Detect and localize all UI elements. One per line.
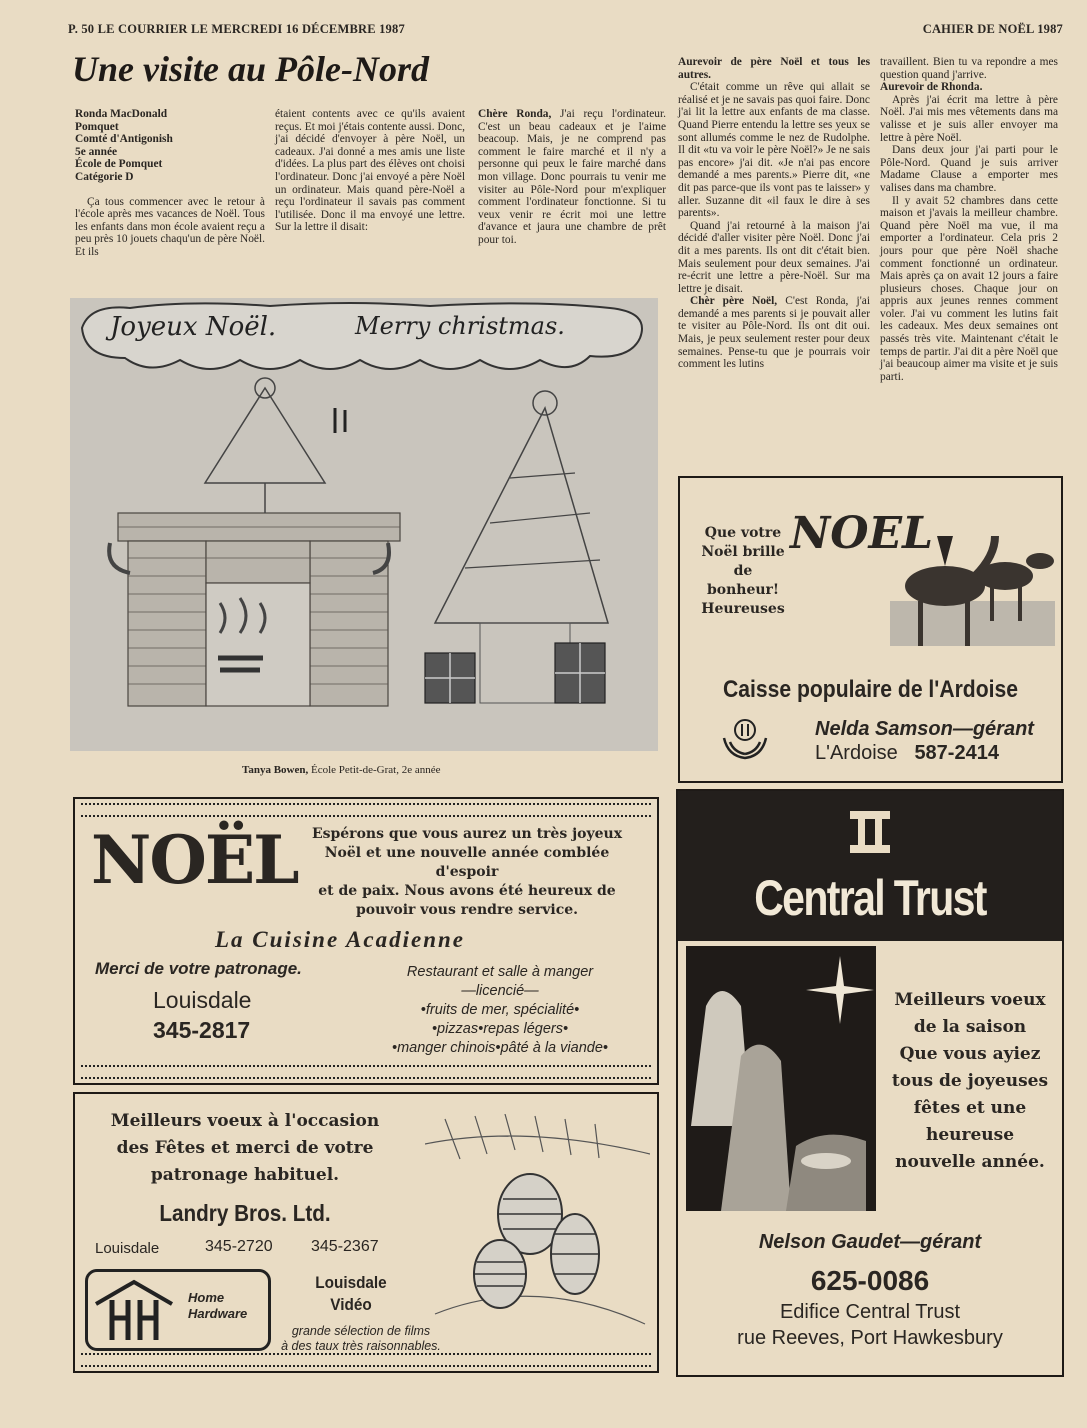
video-desc-line: à des taux très raisonnables. [281, 1339, 441, 1353]
greeting-line: Que vous ayiez [899, 1044, 1041, 1064]
greeting-line: des Fêtes et merci de votre [116, 1138, 374, 1158]
byline [75, 108, 265, 184]
byline-line: Catégorie D [75, 170, 134, 183]
greeting-line: de [733, 563, 753, 579]
video-store-name [293, 1272, 408, 1316]
letter-text: J'ai reçu l'ordinateur. C'est un beau cadeaux et je l'aime beacoup. Mais, je ne comprend pas comment le faire marché et il n'y a personne qui peux le faire marché dans mon village. Donc pourrais tu venir me visiter au Pôle-Nord pour m'expliquer comment l'ordinateur fonctionne. Si tu veux venir re écrit moi une lettre d'avance et jaura une chambre de prêt pour toi. [478, 108, 666, 246]
page-header-left: P. 50 LE COURRIER LE MERCREDI 16 DÉCEMBRE 1987 [68, 22, 405, 36]
ad-manager: Nelda Samson—gérant [815, 718, 1034, 740]
article-column-4 [678, 56, 870, 371]
ad-central-trust [676, 789, 1064, 1377]
greeting-line: bonheur! [706, 582, 780, 598]
greeting-line: de la saison [913, 1017, 1027, 1037]
paragraph: Dans deux jour j'ai parti pour le Pôle-Nord. Quand je suis arriver Madame Clause a emporter mes valises dans ma chambre. [880, 144, 1058, 194]
article-column-2 [275, 108, 465, 234]
child-drawing [70, 298, 658, 751]
byline-line: Ronda MacDonald [75, 108, 168, 120]
ad-phone-2: 345-2367 [311, 1238, 379, 1255]
ad-town: L'Ardoise [815, 742, 898, 764]
greeting-line: Meilleurs voeux [894, 990, 1046, 1010]
logo-line: Hardware [188, 1306, 248, 1321]
video-description [271, 1324, 451, 1354]
video-desc-line: grande sélection de films [291, 1324, 431, 1338]
greeting-line: nouvelle année. [895, 1152, 1045, 1172]
greeting-line: fêtes et une [913, 1098, 1027, 1118]
ad-business-name: Caisse populaire de l'Ardoise [723, 676, 1018, 703]
ad-caisse-populaire [678, 476, 1063, 783]
service-line: —licencié— [461, 983, 539, 999]
greeting-line: Meilleurs voeux à l'occasion [110, 1111, 380, 1131]
ad-greeting [297, 825, 637, 920]
greeting-line: patronage habituel. [150, 1165, 340, 1185]
paragraph: Après j'ai écrit ma lettre à père Noël. J'ai mis mes vêtements dans ma valisse et je suis aller envoyer ma lettre à père Noël. [880, 93, 1058, 144]
ad-phone: 625-0086 [810, 1265, 930, 1296]
ad-address-line-2: rue Reeves, Port Hawkesbury [737, 1327, 1003, 1349]
ad-noel-word: NOEL [790, 508, 934, 559]
logo-line: Home [188, 1290, 225, 1305]
service-line: •fruits de mer, spécialité• [420, 1002, 580, 1018]
hands-logo-icon [720, 716, 770, 760]
greeting-line: Que votre [704, 525, 782, 541]
banner-text-left: Joyeux Noël. [110, 312, 277, 342]
ad-town: Louisdale [95, 1240, 160, 1257]
greeting-line: et de paix. Nous avons été heureux de [318, 883, 616, 899]
paragraph: Ça tous commencer avec le retour à l'école après mes vacances de Noël. Tous les enfants dans mon école avaient reçu a peu près 10 jouets chaqu'un de père Noël. Et ils [75, 195, 265, 258]
page-header-right: CAHIER DE NOËL 1987 [922, 22, 1063, 36]
video-line: Vidéo [330, 1295, 372, 1314]
greeting-line: Noël brille [701, 544, 785, 560]
ad-landry-bros [73, 1092, 659, 1373]
paragraph: C'était comme un rêve qui allait se réalisé et je ne savais pas quoi faire. Donc j'ai lit la lettre aux enfants de ma classe. Quand Pierre entendu la lettre ses yeux se sont allumés comme le nez de Rudolphe. Il dit «tu va voir le père Noël?» Je ne sais pas encore» j'ai dit. «Je n'ai pas encore demandé a mes parents.» Pierre dit, «ne dit pas parce-que ils vont pas te laisser» y aller. Suzanne dit «il faux le dire à ses parents». [678, 81, 870, 220]
paragraph [478, 108, 666, 247]
ad-cuisine-acadienne [73, 797, 659, 1085]
paragraph: Quand j'ai retourné à la maison j'ai décidé d'aller visiter père Noël. Donc j'ai dit a mes parents. Ils ont dit c'était bien. Mais seulement pour deux semaines. J'ai re-écrit une lettre a père-Noël. Sur ma lettre je disait. [678, 219, 870, 295]
ad-phone: 345-2817 [153, 1017, 251, 1043]
drawing-caption [242, 764, 440, 776]
article-column-3 [478, 108, 666, 247]
byline-line: Pomquet [75, 120, 119, 133]
ad-business-name: Landry Bros. Ltd. [159, 1200, 331, 1226]
paragraph: étaient contents avec ce qu'ils avaient reçus. Et moi j'étais contente aussi. Donc, j'ai décidé d'envoyer à père Noël, un cadeaux. J'ai donné a mes amis une liste d'idées. La plus part des élèves ont choisi l'ordinateur. Donc j'ai envoyé a père Noël un ordinateur. Mais quand père-Noël a reçu l'ordinateur il savais pas comment l'utilisée. Donc il ma envoyé une lettre. Sur la lettre il disait: [275, 108, 465, 234]
greeting-line: Heureuses [701, 601, 785, 617]
ad-location [815, 742, 999, 765]
greeting-line: Espérons que vous aurez un très joyeux [311, 826, 623, 842]
letter-closing: Aurevoir de Rhonda. [880, 81, 983, 94]
greeting-line: Noël et une nouvelle année comblée d'espoir [324, 845, 610, 880]
decorative-border-bottom [81, 1353, 651, 1367]
article-column-5 [880, 56, 1058, 383]
ad-business-name: Central Trust [754, 870, 986, 926]
ad-greeting [876, 987, 1064, 1176]
caption-school: École Petit-de-Grat, 2e année [308, 764, 441, 776]
house-icon [94, 1278, 174, 1344]
letter-closing: Aurevoir de père Noël et tous les autres. [678, 56, 870, 81]
paragraph: Il y avait 52 chambres dans cette maison et j'avais la meilleur chambre. Quand père Noël ma vue, il ma emporter a l'ordinateur. Cela pris 2 jours pour que père Noël shache comment fonctionné un ordinateur. Mais après ça on avait 12 jours a faire plusieurs choses. Chaque jour on appris aux jeunes rennes comment voler. J'ai vu comment les lutins fait les cadeaux. Mes deux semaines ont passés très vite. Maintenant c'était le temps de partir. J'ai dit a père Noël que j'ai beaucoup aimer ma visite et je suis parti. [880, 194, 1058, 383]
ad-phone: 587-2414 [914, 742, 999, 764]
camels-illustration [890, 506, 1055, 656]
byline-line: École de Pomquet [75, 158, 163, 171]
ad-header-band [678, 791, 1062, 941]
letter-salutation: Chèr père Noël, [690, 295, 778, 308]
drawing-illustration [70, 298, 658, 751]
byline-line: Comté d'Antigonish [75, 133, 173, 146]
ad-thanks: Merci de votre patronage. [95, 959, 302, 978]
banner-text-right: Merry christmas. [355, 312, 565, 340]
home-hardware-logo [85, 1269, 271, 1351]
article-column-1 [75, 108, 265, 259]
central-trust-logo-icon [848, 809, 892, 855]
decorative-border-top [81, 803, 651, 817]
ad-business-name: La Cuisine Acadienne [215, 927, 465, 952]
ad-manager: Nelson Gaudet—gérant [758, 1231, 982, 1253]
greeting-line: heureuse [925, 1125, 1015, 1145]
letter-text: C'est Ronda, j'ai demandé a mes parents si je pouvait aller te visiter au Pôle-Nord. Ils ont dit oui. Mais, je peux seulement rester pour deux semaines. Pense-tu que je pourrais voir comment les lutins [678, 295, 870, 371]
letter-salutation: Chère Ronda, [478, 108, 552, 120]
video-line: Louisdale [315, 1273, 387, 1292]
article-title: Une visite au Pôle-Nord [72, 49, 429, 89]
logo-text [188, 1290, 247, 1322]
ornaments-illustration [425, 1114, 650, 1354]
ad-phone-1: 345-2720 [205, 1238, 273, 1255]
byline-line: 5e année [75, 145, 118, 158]
service-line: Restaurant et salle à manger [406, 964, 594, 980]
ad-greeting [85, 1108, 405, 1189]
ad-greeting [688, 524, 798, 619]
service-line: •manger chinois•pâté à la viande• [392, 1040, 608, 1056]
paragraph: travaillent. Bien tu va repondre a mes question quand j'arrive. [880, 56, 1058, 81]
ad-noel-word: NOËL [91, 821, 298, 899]
greeting-line: pouvoir vous rendre service. [355, 902, 579, 918]
service-line: •pizzas•repas légers• [431, 1021, 569, 1037]
greeting-line: tous de joyeuses [891, 1071, 1049, 1091]
ad-town: Louisdale [153, 987, 252, 1013]
caption-artist: Tanya Bowen, [242, 764, 309, 776]
wise-men-illustration [686, 946, 876, 1211]
ad-address-line-1: Edifice Central Trust [779, 1301, 961, 1323]
ad-services [360, 963, 640, 1058]
decorative-border-bottom [81, 1065, 651, 1079]
